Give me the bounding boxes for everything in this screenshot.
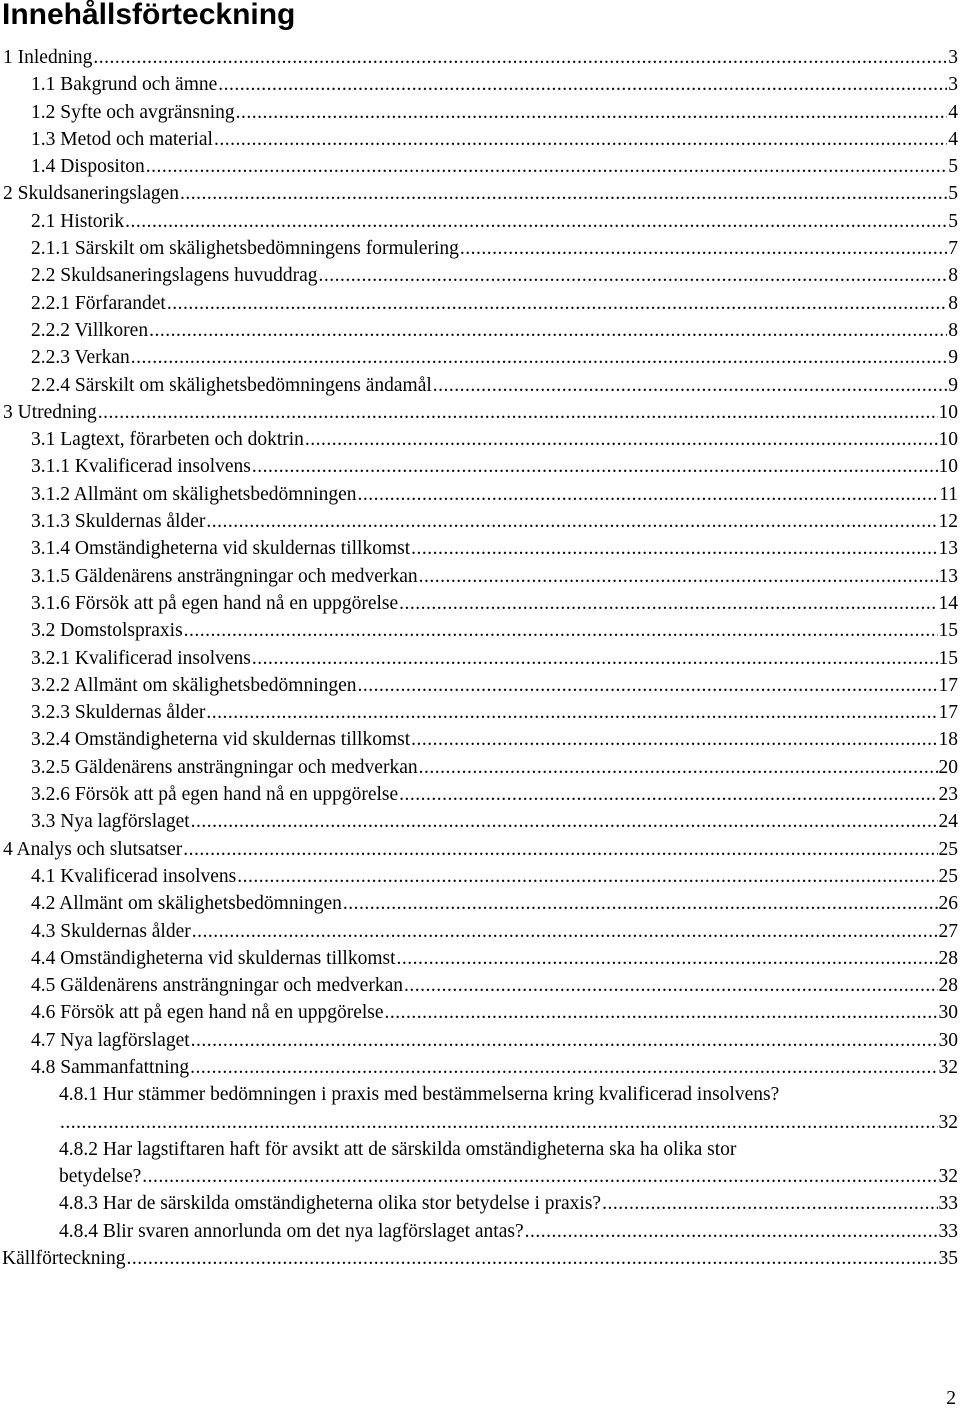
toc-entry-text: 1.4 Dispositon [31,156,145,178]
toc-entry[interactable] [0,99,960,126]
toc-entry-page: 27 [938,920,958,942]
toc-entry-page: 14 [938,592,958,614]
toc-entry-text: 3.1 Lagtext, förarbeten och doktrin [31,429,304,451]
toc-entry-text: 3.1.3 Skuldernas ålder [31,511,206,533]
dot-leader [602,1190,937,1217]
toc-entry-text: 4.2 Allmänt om skälighetsbedömningen [31,893,342,915]
toc-entry-text: 4.6 Försök att på egen hand nå en uppgörelse [31,1002,384,1024]
toc-entry[interactable] [0,372,960,399]
toc-entry-text: 2.1 Historik [31,210,125,232]
toc-entry-text: 3.3 Nya lagförslaget [31,811,190,833]
toc-entry-page: 10 [938,456,958,478]
toc-entry[interactable] [0,290,960,317]
toc-entry-text: 2.1.1 Särskilt om skälighetsbedömningens formulering [31,238,459,260]
toc-entry[interactable] [0,1245,960,1272]
dot-leader [236,99,948,126]
toc-entry[interactable] [0,153,960,180]
toc-entry[interactable] [0,1054,960,1081]
toc-entry[interactable] [0,726,960,753]
toc-entry-page: 30 [938,1029,958,1051]
toc-entry-page: 4 [948,101,958,123]
toc-entry-page: 5 [948,183,958,205]
toc-entry-text: 2.2 Skuldsaneringslagens huvuddrag [31,265,318,287]
toc-entry[interactable] [0,808,960,835]
toc-entry-page: 9 [948,374,958,396]
toc-entry-text: 3.2.1 Kvalificerad insolvens [31,647,251,669]
toc-entry-page: 4 [948,128,958,150]
toc-entry-text: 3.1.4 Omständigheterna vid skuldernas tillkomst [31,538,411,560]
dot-leader [190,1054,937,1081]
toc-entry-page: 7 [948,238,958,260]
toc-entry[interactable] [0,781,960,808]
dot-leader [206,508,937,535]
dot-leader [60,1109,938,1136]
toc-list [0,44,960,1272]
toc-entry[interactable] [0,1190,960,1217]
toc-entry-text: 4.8.2 Har lagstiftaren haft för avsikt att de särskilda omständigheterna ska ha olika stor [59,1138,737,1160]
dot-leader [184,617,938,644]
toc-entry-text: 3.2.4 Omständigheterna vid skuldernas tillkomst [31,729,411,751]
toc-entry-text: 4.5 Gäldenärens ansträngningar och medverkan [31,975,403,997]
toc-entry-page: 30 [938,1002,958,1024]
toc-entry[interactable] [0,71,960,98]
toc-entry-page: 23 [938,784,958,806]
dot-leader [191,1027,938,1054]
dot-leader [358,481,939,508]
toc-entry[interactable] [0,208,960,235]
toc-entry-text: 3 Utredning [3,401,97,423]
toc-entry[interactable] [0,563,960,590]
dot-leader [411,535,937,562]
toc-entry-text: 4.8 Sammanfattning [31,1056,190,1078]
toc-entry-page: 8 [948,319,958,341]
toc-entry-page: 17 [938,702,958,724]
toc-entry-text: 3.1.6 Försök att på egen hand nå en uppgörelse [31,592,399,614]
toc-entry-page: 35 [938,1248,958,1270]
toc-entry[interactable] [0,999,960,1026]
toc-entry-text: 4.4 Omständigheterna vid skuldernas tillkomst [31,947,396,969]
dot-leader [98,399,938,426]
toc-entry-page: 32 [938,1111,958,1133]
toc-entry-page: 5 [948,156,958,178]
toc-entry[interactable] [0,262,960,289]
dot-leader [358,672,938,699]
dot-leader [93,44,947,71]
toc-entry-page: 10 [938,401,958,423]
toc-entry[interactable] [0,699,960,726]
toc-entry-text: Källförteckning [2,1248,126,1270]
toc-entry-page: 32 [938,1166,958,1188]
dot-leader [167,290,947,317]
dot-leader [433,372,947,399]
dot-leader [180,180,947,207]
toc-entry-page: 18 [938,729,958,751]
toc-entry[interactable] [0,317,960,344]
toc-entry-page: 25 [938,865,958,887]
toc-entry-page: 25 [938,838,958,860]
toc-entry[interactable] [0,754,960,781]
toc-entry-text: 3.1.5 Gäldenärens ansträngningar och medverkan [31,565,418,587]
page-title: Innehållsförteckning [2,0,296,31]
dot-leader [146,153,947,180]
toc-entry[interactable] [0,453,960,480]
toc-entry-page: 5 [948,210,958,232]
toc-entry-page: 3 [948,74,958,96]
page-number: 2 [946,1388,956,1409]
toc-entry-text: 4.8.4 Blir svaren annorlunda om det nya lagförslaget antas? [59,1220,524,1242]
toc-entry-text: 2.2.3 Verkan [31,347,130,369]
toc-entry-text: 3.2.5 Gäldenärens ansträngningar och medverkan [31,756,418,778]
dot-leader [218,71,947,98]
dot-leader [126,1245,937,1272]
toc-entry-page: 28 [938,975,958,997]
toc-entry[interactable] [0,617,960,644]
toc-entry-page: 15 [938,620,958,642]
toc-entry[interactable] [0,426,960,453]
dot-leader [385,999,938,1026]
dot-leader [125,208,947,235]
dot-leader [404,972,938,999]
toc-entry-page: 13 [938,565,958,587]
toc-entry-page: 12 [938,511,958,533]
toc-entry[interactable] [0,44,960,71]
toc-entry-text: 3.2.2 Allmänt om skälighetsbedömningen [31,674,357,696]
toc-entry-text: 3.1.1 Kvalificerad insolvens [31,456,251,478]
dot-leader [397,945,938,972]
toc-entry-page: 26 [938,893,958,915]
toc-entry-page: 3 [948,47,958,68]
dot-leader [419,754,938,781]
toc-entry[interactable] [0,945,960,972]
dot-leader [142,1163,937,1190]
toc-entry[interactable] [0,235,960,262]
toc-entry[interactable] [0,1027,960,1054]
dot-leader [252,645,938,672]
toc-entry-text: 3.2.6 Försök att på egen hand nå en uppgörelse [31,784,399,806]
toc-entry-text: 4.1 Kvalificerad insolvens [31,865,237,887]
toc-entry-page: 20 [938,756,958,778]
toc-entry-text: 3.2.3 Skuldernas ålder [31,702,206,724]
dot-leader [191,808,938,835]
toc-entry[interactable] [0,672,960,699]
toc-entry[interactable] [0,126,960,153]
toc-entry-text: 4.8.1 Hur stämmer bedömningen i praxis med bestämmelserna kring kvalificerad insolvens? [59,1084,780,1106]
toc-entry-text: 2.2.2 Villkoren [31,319,149,341]
toc-entry-text: 2 Skuldsaneringslagen [3,183,180,205]
toc-entry-page: 9 [948,347,958,369]
toc-entry[interactable] [0,863,960,890]
dot-leader [319,262,948,289]
toc-entry-text: 1.1 Bakgrund och ämne [31,74,218,96]
dot-leader [252,453,938,480]
dot-leader [419,563,938,590]
toc-entry[interactable] [0,918,960,945]
toc-entry[interactable] [0,344,960,371]
toc-entry-page: 13 [938,538,958,560]
toc-entry-text: 4.7 Nya lagförslaget [31,1029,190,1051]
toc-entry-page: 11 [939,483,958,505]
toc-entry-page: 28 [938,947,958,969]
toc-entry[interactable] [0,399,960,426]
toc-entry-text: 1.2 Syfte och avgränsning [31,101,235,123]
toc-entry[interactable] [0,1218,960,1245]
toc-entry-text: 4.3 Skuldernas ålder [31,920,191,942]
toc-entry[interactable] [0,1081,960,1136]
toc-entry-page: 8 [948,265,958,287]
dot-leader [237,863,937,890]
dot-leader [183,836,937,863]
toc-entry-text: 2.2.1 Förfarandet [31,292,166,314]
toc-entry-text: 4 Analys och slutsatser [3,838,183,860]
toc-entry-page: 10 [938,429,958,451]
toc-entry[interactable] [0,972,960,999]
toc-entry[interactable] [0,508,960,535]
dot-leader [525,1218,938,1245]
dot-leader [411,726,937,753]
toc-entry[interactable] [0,645,960,672]
dot-leader [131,344,948,371]
dot-leader [206,699,937,726]
toc-entry-text-continued: betydelse? [59,1166,142,1188]
toc-entry-text: 3.1.2 Allmänt om skälighetsbedömningen [31,483,357,505]
toc-entry-page: 32 [938,1056,958,1078]
dot-leader [399,781,937,808]
dot-leader [343,890,938,917]
toc-entry-text: 1.3 Metod och material [31,128,213,150]
dot-leader [460,235,947,262]
dot-leader [305,426,938,453]
toc-entry-page: 33 [938,1193,958,1215]
toc-entry[interactable] [0,890,960,917]
toc-entry-page: 24 [938,811,958,833]
toc-entry-text: 1 Inledning [3,47,93,68]
toc-entry[interactable] [0,535,960,562]
dot-leader [149,317,947,344]
toc-entry-page: 15 [938,647,958,669]
toc-entry-text: 3.2 Domstolspraxis [31,620,183,642]
toc-entry-page: 8 [948,292,958,314]
toc-entry[interactable] [0,180,960,207]
toc-entry[interactable] [0,836,960,863]
toc-entry-text: 4.8.3 Har de särskilda omständigheterna olika stor betydelse i praxis? [59,1193,602,1215]
toc-entry[interactable] [0,481,960,508]
toc-entry-page: 17 [938,674,958,696]
dot-leader [214,126,947,153]
toc-entry[interactable] [0,1136,960,1191]
dot-leader [192,918,938,945]
toc-entry[interactable] [0,590,960,617]
toc-entry-page: 33 [938,1220,958,1242]
toc-entry-text: 2.2.4 Särskilt om skälighetsbedömningens ändamål [31,374,432,396]
dot-leader [399,590,937,617]
